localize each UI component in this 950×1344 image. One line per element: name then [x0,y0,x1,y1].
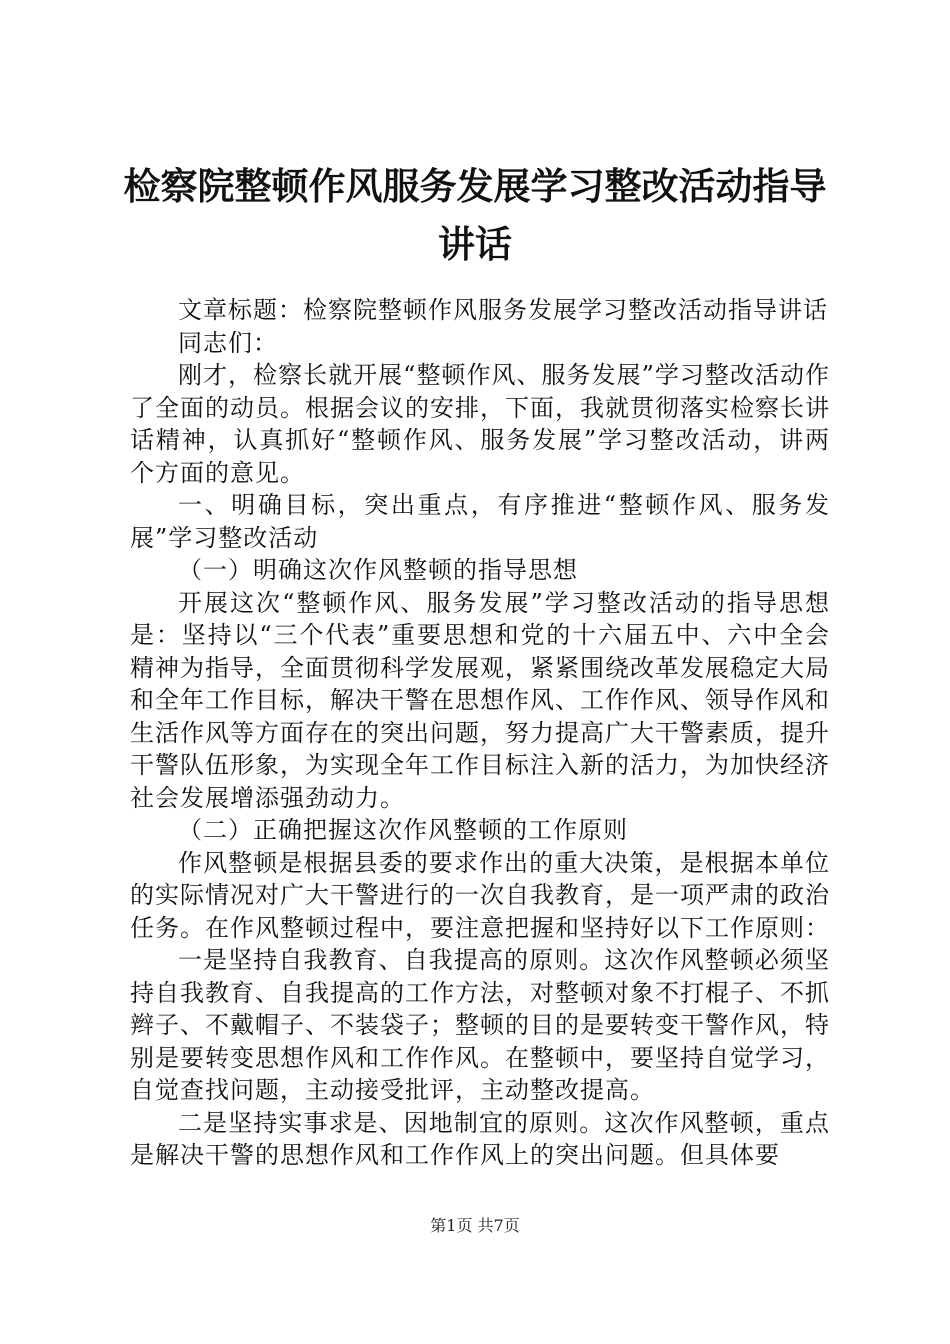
paragraph-principle-1: 一是坚持自我教育、自我提高的原则。这次作风整顿必须坚持自我教育、自我提高的工作方法，对整顿对象不打棍子、不抓辫子、不戴帽子、不装袋子；整顿的目的是要转变干警作风，特别是要转变思想作风和工作作风。在整顿中，要坚持自觉学习，自觉查找问题，主动接受批评，主动整改提高。 [130,946,830,1104]
page-footer: 第1页 共7页 [430,1216,520,1235]
paragraph-guiding-ideology: 开展这次“整顿作风、服务发展”学习整改活动的指导思想是：坚持以“三个代表”重要思想和党的十六届五中、六中全会精神为指导，全面贯彻科学发展观，紧紧围绕改革发展稳定大局和全年工作目标，解决干警在思想作风、工作作风、领导作风和生活作风等方面存在的突出问题，努力提高广大干警素质，提升干警队伍形象，为实现全年工作目标注入新的活力，为加快经济社会发展增添强劲动力。 [130,588,830,812]
subsection-heading-2: （二）正确把握这次作风整顿的工作原则 [178,816,628,844]
article-title-line: 文章标题：检察院整顿作风服务发展学习整改活动指导讲话 [178,296,828,324]
subsection-heading-1: （一）明确这次作风整顿的指导思想 [178,556,578,584]
salutation: 同志们： [178,328,278,357]
document-title: 检察院整顿作风服务发展学习整改活动指导讲话 [123,165,827,266]
paragraph-principles-intro: 作风整顿是根据县委的要求作出的重大决策，是根据本单位的实际情况对广大干警进行的一次自我教育，是一项严肃的政治任务。在作风整顿过程中，要注意把握和坚持好以下工作原则： [130,848,830,942]
paragraph-principle-2: 二是坚持实事求是、因地制宜的原则。这次作风整顿，重点是解决干警的思想作风和工作作风上的突出问题。但具体要 [130,1108,830,1169]
paragraph-intro: 刚才，检察长就开展“整顿作风、服务发展”学习整改活动作了全面的动员。根据会议的安排，下面，我就贯彻落实检察长讲话精神，认真抓好“整顿作风、服务发展”学习整改活动，讲两个方面的意见。 [130,361,830,487]
section-heading-1: 一、明确目标，突出重点，有序推进“整顿作风、服务发展”学习整改活动 [130,491,830,552]
document-body [130,294,830,1172]
